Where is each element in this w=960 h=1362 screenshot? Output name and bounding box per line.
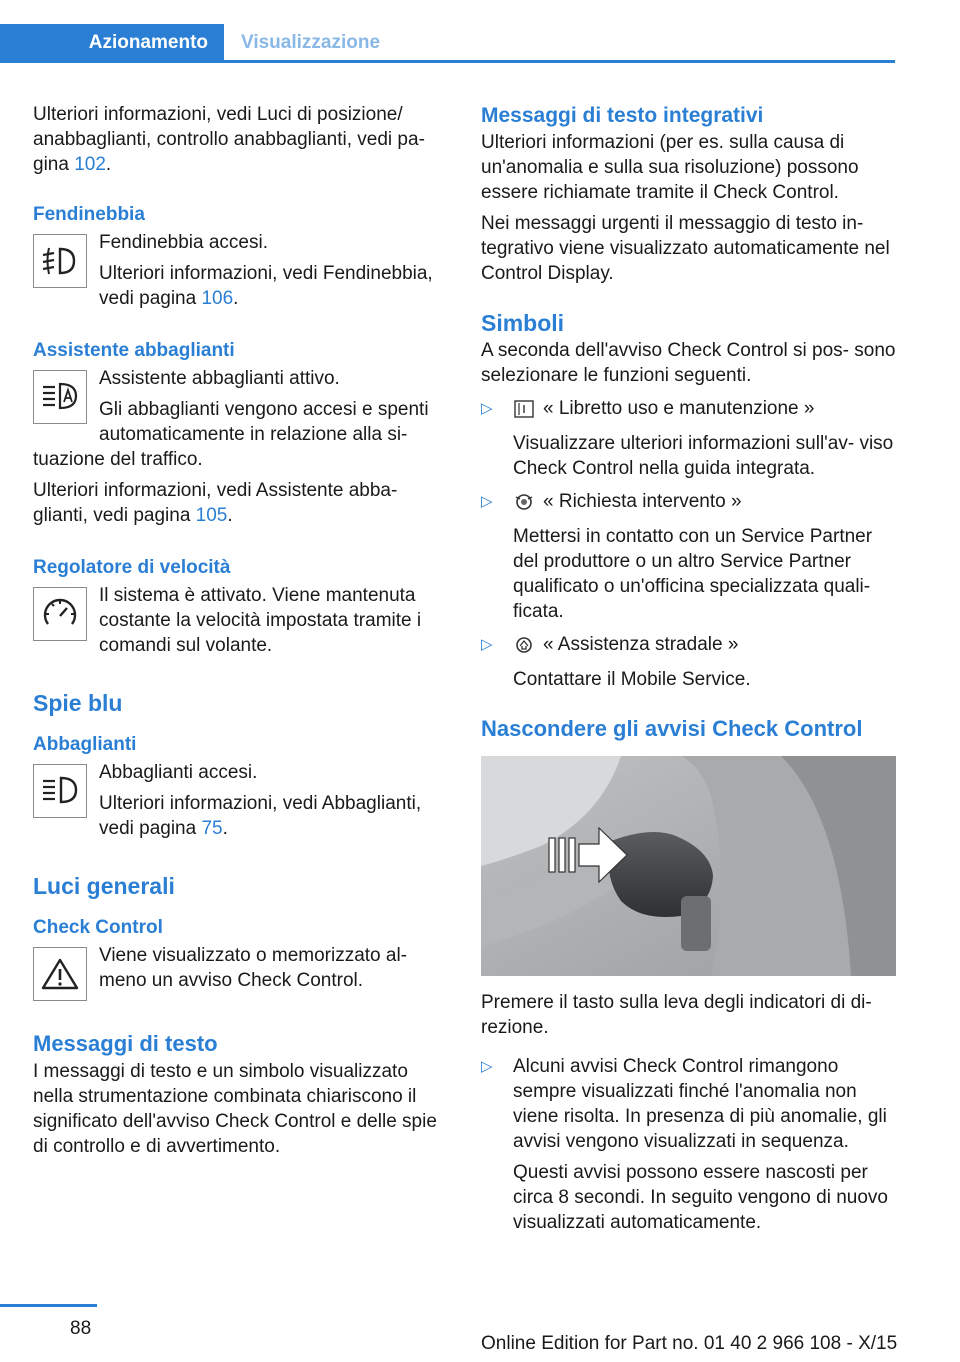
check-control-line1: Viene visualizzato o memorizzato al‐ meno un avviso Check Control.: [99, 945, 408, 991]
general-lights-heading: Luci generali: [33, 873, 175, 899]
page-link-75[interactable]: 75: [201, 818, 223, 839]
symbol-roadside-label: « Assistenza stradale »: [543, 634, 739, 655]
text-messages-heading: Messaggi di testo: [33, 1031, 218, 1056]
hide-bullet-p2: Questi avvisi possono essere nascosti per circa 8 secondi. In seguito vengono di nuovo visualizzati automaticamente.: [513, 1162, 888, 1233]
page-link-105[interactable]: 105: [195, 505, 228, 526]
symbol-item-service: [481, 489, 899, 624]
beam-assist-line2-cont: tuazione del traffico.: [33, 449, 203, 470]
tab-azionamento[interactable]: Azionamento: [0, 24, 224, 62]
cruise-block: [33, 583, 453, 658]
symbol-roadside-desc: Contattare il Mobile Service.: [513, 669, 751, 690]
cruise-control-icon: [33, 587, 87, 641]
intro-paragraph: Ulteriori informazioni, vedi Luci di posizione/ anabbaglianti, controllo anabbaglianti, vedi pa‐ gina 102.: [33, 104, 425, 175]
bullet-marker: ▷: [481, 636, 493, 653]
turn-signal-lever-photo: [481, 756, 896, 976]
hide-bullet: [481, 1054, 899, 1235]
symbol-item-manual: [481, 396, 899, 481]
high-beam-assist-icon: [33, 370, 87, 424]
high-beam-heading: Abbaglianti: [33, 734, 137, 755]
edition-note: Online Edition for Part no. 01 40 2 966 108 - X/15: [481, 1333, 898, 1354]
hide-bullet-p1: Alcuni avvisi Check Control rimangono sempre visualizzati finché l'anomalia non viene risolta. In presenza di più anomalie, gli avvisi vengono visualizzati in sequenza.: [513, 1056, 887, 1152]
fog-light-icon: [33, 234, 87, 288]
high-beam-block: [33, 760, 453, 841]
page-link-106[interactable]: 106: [201, 288, 234, 309]
symbol-service-desc: Mettersi in contatto con un Service Partner del produttore o un altro Service Partner qualificato o un'officina specializzata quali‐ ficata.: [513, 526, 873, 622]
left-column: [33, 102, 453, 1159]
bullet-marker: ▷: [481, 493, 493, 510]
symbol-manual-desc: Visualizzare ulteriori informazioni sull'av‐ viso Check Control nella guida integrata.: [513, 433, 894, 479]
beam-assist-block: [33, 366, 453, 447]
fog-block: [33, 230, 453, 311]
fog-line1: Fendinebbia accesi.: [99, 232, 268, 253]
symbols-heading: Simboli: [481, 310, 565, 336]
fog-line2: Ulteriori informazioni, vedi Fendinebbia, vedi pagina 106.: [99, 263, 433, 309]
footer-rule: [0, 1304, 97, 1307]
high-beam-icon: [33, 764, 87, 818]
high-beam-line2: Ulteriori informazioni, vedi Abbaglianti, vedi pagina 75.: [99, 793, 422, 839]
supplementary-heading: Messaggi di testo integrativi: [481, 104, 764, 127]
supplementary-p2: Nei messaggi urgenti il messaggio di testo in‐ tegrativo viene visualizzato automaticamente nel Control Display.: [481, 213, 890, 284]
warning-triangle-icon: [33, 947, 87, 1001]
right-column: [481, 102, 899, 1235]
symbol-manual-label: « Libretto uso e manutenzione »: [543, 398, 815, 419]
check-control-heading: Check Control: [33, 917, 163, 938]
service-request-icon[interactable]: [513, 493, 535, 518]
roadside-assistance-icon[interactable]: [513, 636, 535, 661]
beam-assist-line2: Gli abbaglianti vengono accesi e spenti automaticamente in relazione alla si‐: [99, 399, 429, 445]
blue-lights-heading: Spie blu: [33, 690, 123, 716]
manual-book-icon[interactable]: [513, 400, 535, 425]
bullet-marker: ▷: [481, 1058, 493, 1075]
text-messages-body: I messaggi di testo e un simbolo visualizzato nella strumentazione combinata chiariscono il significato dell'avviso Check Control e delle spie di controllo e di avvertimento.: [33, 1061, 437, 1157]
fog-heading: Fendinebbia: [33, 204, 145, 225]
beam-assist-line3: Ulteriori informazioni, vedi Assistente abba‐ glianti, vedi pagina 105.: [33, 480, 398, 526]
hide-heading: Nascondere gli avvisi Check Control: [481, 716, 863, 741]
cruise-line1: Il sistema è attivato. Viene mantenuta costante la velocità impostata tramite i comandi sul volante.: [99, 585, 422, 656]
beam-assist-heading: Assistente abbaglianti: [33, 340, 235, 361]
symbols-intro: A seconda dell'avviso Check Control si pos‐ sono selezionare le funzioni seguenti.: [481, 340, 896, 386]
page-number: 88: [70, 1318, 92, 1339]
symbol-service-label: « Richiesta intervento »: [543, 491, 742, 512]
symbol-item-roadside: [481, 632, 899, 692]
header-rule: [0, 60, 895, 63]
supplementary-p1: Ulteriori informazioni (per es. sulla causa di un'anomalia e sulla sua risoluzione) possono essere richiamate tramite il Check Control.: [481, 132, 859, 203]
check-control-block: [33, 943, 453, 1001]
page-link-102[interactable]: 102: [74, 154, 106, 175]
cruise-heading: Regolatore di velocità: [33, 557, 231, 578]
beam-assist-line1: Assistente abbaglianti attivo.: [99, 368, 340, 389]
tab-visualizzazione[interactable]: Visualizzazione: [241, 32, 381, 53]
high-beam-line1: Abbaglianti accesi.: [99, 762, 258, 783]
hide-caption: Premere il tasto sulla leva degli indicatori di di‐ rezione.: [481, 992, 872, 1038]
bullet-marker: ▷: [481, 400, 493, 417]
